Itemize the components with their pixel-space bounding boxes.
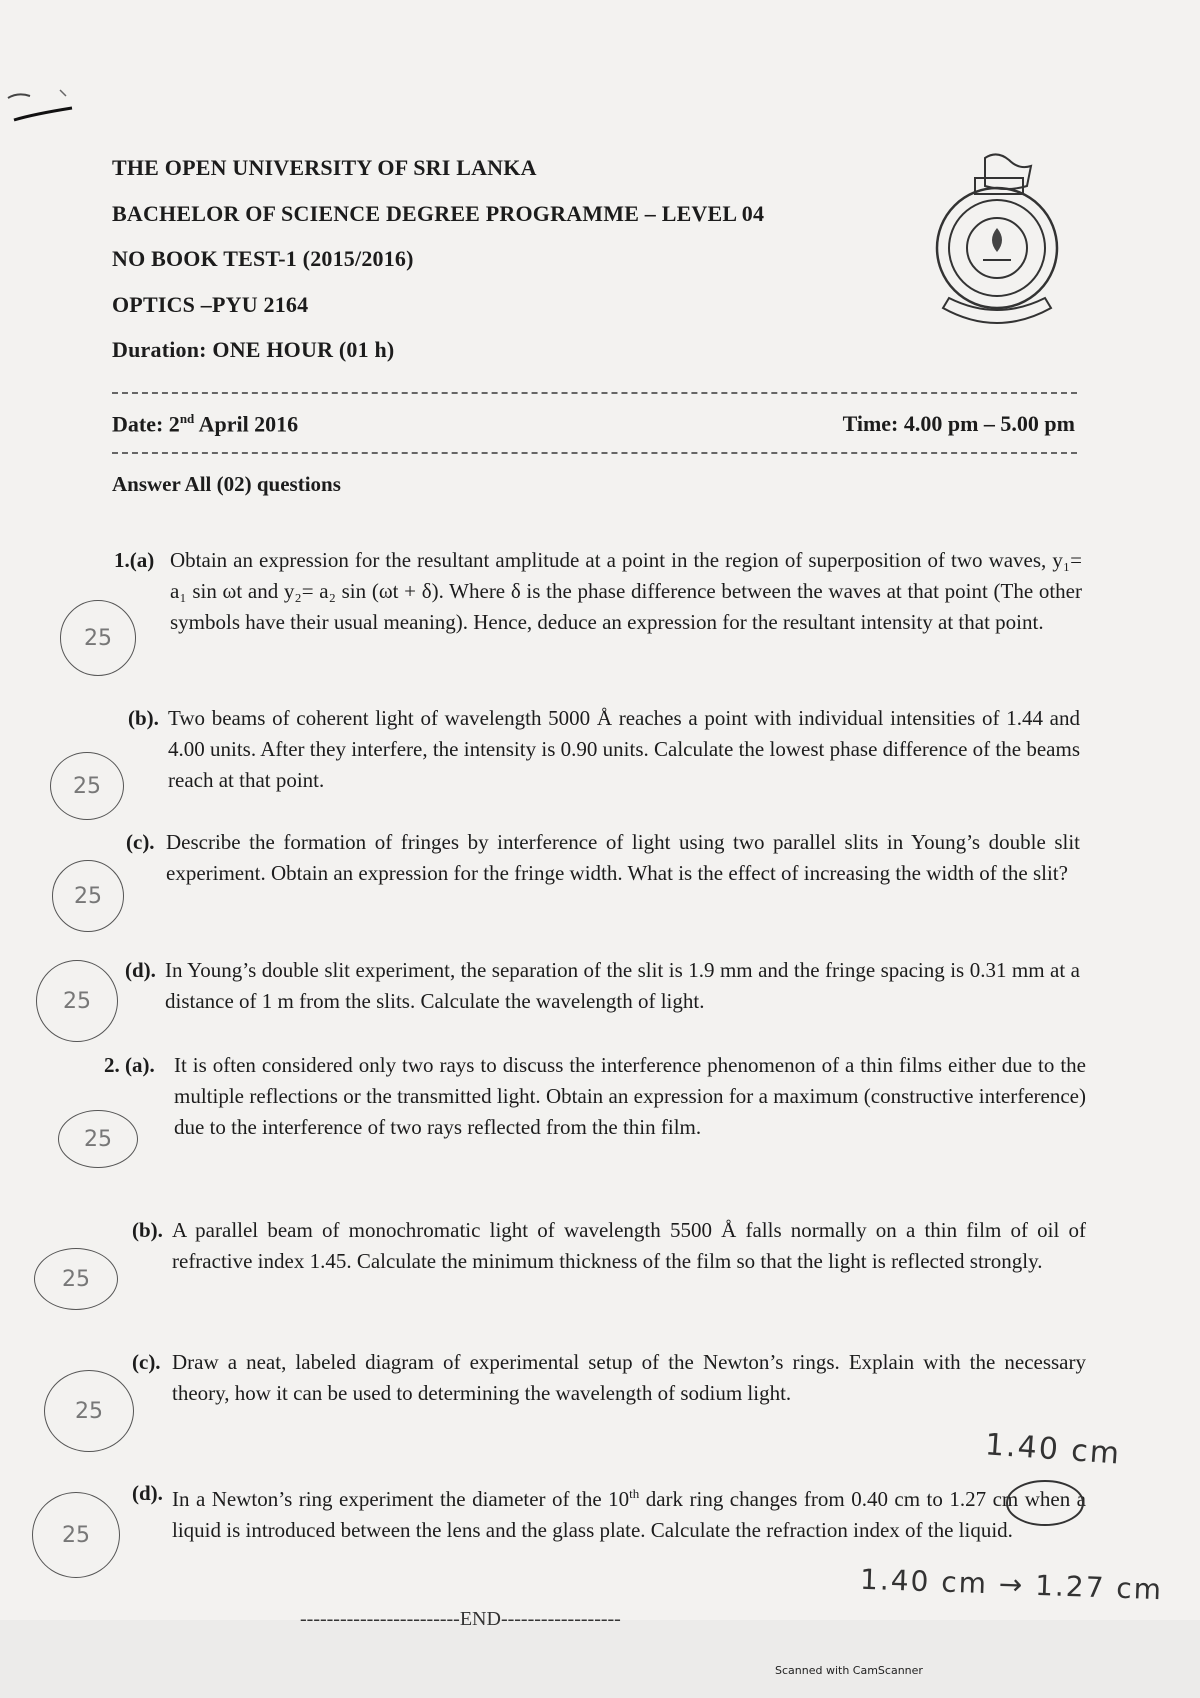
handwritten-note-top: 1.40 cm bbox=[983, 1427, 1123, 1472]
programme-title: BACHELOR OF SCIENCE DEGREE PROGRAMME – LEVEL 04 bbox=[112, 201, 765, 226]
question-label: (b). bbox=[128, 706, 159, 730]
duration: Duration: ONE HOUR (01 h) bbox=[112, 337, 395, 362]
question-text: It is often considered only two rays to discuss the interference phenomenon of a thin films either due to the multiple reflections or the transmitted light. Obtain an expression for a maximum (constructive interference) due to the interference of two rays reflected from the thin film. bbox=[174, 1053, 1086, 1139]
score-mark: 25 bbox=[36, 960, 118, 1042]
question-2b bbox=[132, 1215, 1086, 1277]
question-text: Draw a neat, labeled diagram of experimental setup of the Newton’s rings. Explain with the necessary theory, how it can be used to determining the wavelength of sodium light. bbox=[172, 1350, 1086, 1405]
score-mark: 25 bbox=[60, 600, 136, 676]
question-1d bbox=[125, 955, 1080, 1017]
score-mark: 25 bbox=[32, 1492, 120, 1578]
test-title: NO BOOK TEST-1 (2015/2016) bbox=[112, 246, 414, 271]
question-text: A parallel beam of monochromatic light of wavelength 5500 Å falls normally on a thin film of oil of refractive index 1.45. Calculate the minimum thickness of the film so that the light is reflected strongly. bbox=[172, 1218, 1086, 1273]
question-text: Obtain an expression for the resultant amplitude at a point in the region of superposition of two waves, y₁= a₁ sin ωt and y₂= a₂ sin (ωt + δ). Where δ is the phase difference between the waves at that point (The other symbols have their usual meaning). Hence, deduce an expression for the resultant intensity at that point. bbox=[170, 548, 1082, 634]
course-title: OPTICS –PYU 2164 bbox=[112, 292, 309, 317]
end-marker: ------------------------END------------------ bbox=[300, 1608, 621, 1630]
question-2d bbox=[132, 1478, 1086, 1546]
question-text: Two beams of coherent light of wavelength 5000 Å reaches a point with individual intensities of 1.44 and 4.00 units. After they interfere, the intensity is 0.90 units. Calculate the lowest phase difference of the beams reach at that point. bbox=[168, 706, 1080, 792]
question-label: 1.(a) bbox=[114, 548, 155, 572]
scanner-watermark: Scanned with CamScanner bbox=[775, 1664, 923, 1677]
instruction: Answer All (02) questions bbox=[112, 472, 341, 496]
score-mark: 25 bbox=[58, 1110, 138, 1168]
score-mark: 25 bbox=[34, 1248, 118, 1310]
divider-top bbox=[112, 392, 1077, 394]
question-label: (c). bbox=[132, 1350, 161, 1374]
exam-date: Date: 2nd April 2016 bbox=[112, 411, 299, 437]
question-1c bbox=[126, 827, 1080, 889]
question-text: Describe the formation of fringes by interference of light using two parallel slits in Young’s double slit experiment. Obtain an expression for the fringe width. What is the effect of increasing the width of the slit? bbox=[166, 830, 1080, 885]
question-text: In a Newton’s ring experiment the diameter of the 10th dark ring changes from 0.40 cm to 1.27 cm when a liquid is introduced between the lens and the glass plate. Calculate the refraction index of the liquid. bbox=[172, 1486, 1086, 1542]
handwritten-note-bottom: 1.40 cm → 1.27 cm bbox=[859, 1562, 1164, 1607]
question-label: 2. (a). bbox=[104, 1053, 155, 1077]
score-mark: 25 bbox=[50, 752, 124, 820]
question-label: (d). bbox=[132, 1481, 163, 1505]
question-1a bbox=[114, 545, 1082, 638]
university-name: THE OPEN UNIVERSITY OF SRI LANKA bbox=[112, 155, 537, 180]
score-mark: 25 bbox=[44, 1370, 134, 1452]
university-seal-logo bbox=[925, 148, 1070, 338]
question-label: (b). bbox=[132, 1218, 163, 1242]
margin-scribble bbox=[0, 80, 90, 140]
question-label: (d). bbox=[125, 958, 156, 982]
question-1b bbox=[128, 703, 1080, 796]
score-mark: 25 bbox=[52, 860, 124, 932]
handwritten-circle bbox=[1005, 1478, 1085, 1528]
question-text: In Young’s double slit experiment, the separation of the slit is 1.9 mm and the fringe spacing is 0.31 mm at a distance of 1 m from the slits. Calculate the wavelength of light. bbox=[165, 958, 1080, 1013]
exam-time: Time: 4.00 pm – 5.00 pm bbox=[842, 411, 1075, 436]
question-2c bbox=[132, 1347, 1086, 1409]
divider-bottom bbox=[112, 452, 1077, 454]
question-2a bbox=[104, 1050, 1086, 1143]
question-label: (c). bbox=[126, 830, 155, 854]
